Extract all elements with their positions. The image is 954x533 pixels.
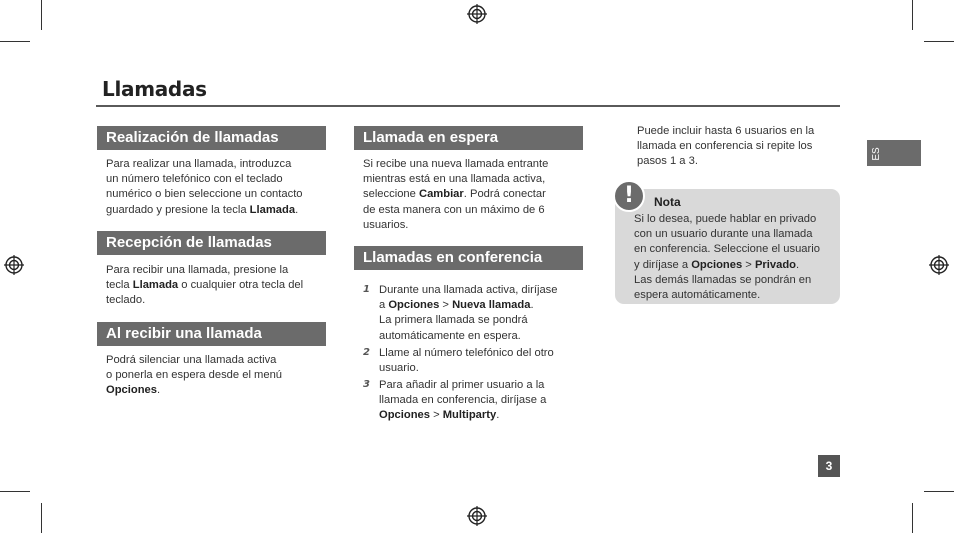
exclamation-icon: !: [613, 180, 645, 212]
text-line: [106, 278, 331, 293]
text-run: >: [439, 299, 453, 312]
key-name-llamada: Llamada: [249, 203, 296, 216]
text-line: pasos 1 a 3.: [637, 155, 698, 168]
text-line: [379, 298, 594, 313]
registration-mark-right-icon: [929, 255, 949, 275]
text-line: [379, 408, 594, 423]
note-body: [634, 212, 838, 303]
text-line: de esta manera con un máximo de 6: [363, 203, 545, 216]
text-line: mientras está en una llamada activa,: [363, 173, 546, 186]
text-line: Las demás llamadas se pondrán en: [634, 273, 812, 286]
text-line: [106, 203, 331, 218]
text-line: [634, 258, 838, 273]
note-title: Nota: [654, 195, 681, 209]
option-name-multiparty: Multiparty: [442, 409, 497, 422]
section-body-recepcion: [106, 263, 331, 309]
option-name-nueva-llamada: Nueva llamada: [452, 299, 531, 312]
text-run: guardado y presione la tecla: [106, 203, 250, 216]
menu-name-opciones: Opciones: [691, 258, 743, 271]
text-line: llamada en conferencia si repite los: [637, 140, 813, 153]
conference-intro: [637, 124, 847, 170]
section-heading-llamada-en-espera: Llamada en espera: [354, 126, 583, 150]
text-run: .: [295, 203, 299, 216]
section-heading-realizacion: Realización de llamadas: [97, 126, 326, 150]
text-run: .: [796, 258, 800, 271]
section-heading-al-recibir: Al recibir una llamada: [97, 322, 326, 346]
section-heading-llamadas-en-conferencia: Llamadas en conferencia: [354, 246, 583, 270]
option-name-privado: Privado: [754, 258, 796, 271]
text-run: o cualquier otra tecla del: [178, 279, 304, 292]
text-line: Puede incluir hasta 6 usuarios en la: [637, 125, 815, 137]
text-line: numérico o bien seleccione un contacto: [106, 188, 303, 201]
text-line: Para recibir una llamada, presione la: [106, 264, 289, 276]
text-run: . Podrá conectar: [463, 188, 546, 201]
title-divider: [96, 105, 840, 107]
text-line: o ponerla en espera desde el menú: [106, 369, 283, 382]
text-line: Llame al número telefónico del otro: [379, 347, 554, 359]
text-run: a: [379, 299, 389, 312]
text-run: >: [429, 409, 443, 422]
text-run: .: [530, 299, 534, 312]
text-line: espera automáticamente.: [634, 289, 761, 302]
crop-mark-bl-v: [41, 503, 42, 533]
text-run: seleccione: [363, 188, 419, 201]
menu-name-opciones: Opciones: [379, 409, 430, 422]
step-number: 2: [363, 347, 370, 358]
text-run: .: [496, 409, 500, 422]
text-line: [363, 187, 588, 202]
text-line: La primera llamada se pondrá: [379, 314, 528, 327]
crop-mark-bl-h: [0, 491, 30, 492]
section-body-realizacion: [106, 157, 331, 218]
text-line: un número telefónico con el teclado: [106, 173, 283, 186]
step-number: 3: [363, 379, 370, 390]
text-run: y diríjase a: [634, 258, 692, 271]
menu-name-opciones: Opciones: [106, 384, 157, 397]
crop-mark-tl-h: [0, 41, 30, 42]
step-text: [379, 283, 594, 344]
text-line: [106, 383, 331, 398]
text-line: teclado.: [106, 294, 146, 307]
section-heading-recepcion: Recepción de llamadas: [97, 231, 326, 255]
language-tab-label: ES: [871, 147, 882, 161]
text-run: .: [156, 384, 161, 397]
text-line: Para añadir al primer usuario a la: [379, 379, 545, 391]
text-run: >: [742, 258, 755, 271]
section-body-al-recibir: [106, 353, 331, 399]
text-line: Para realizar una llamada, introduzca: [106, 158, 292, 170]
crop-mark-tl-v: [41, 0, 42, 30]
menu-name-opciones: Opciones: [388, 299, 440, 312]
text-line: automáticamente en espera.: [379, 329, 521, 342]
step-text: [379, 346, 594, 376]
page-number: 3: [818, 455, 840, 477]
text-run: tecla: [106, 279, 133, 292]
text-line: llamada en conferencia, diríjase a: [379, 394, 547, 407]
registration-mark-bottom-icon: [467, 506, 487, 526]
text-line: Si lo desea, puede hablar en privado: [634, 213, 817, 225]
step-text: [379, 378, 594, 424]
registration-mark-left-icon: [4, 255, 24, 275]
text-line: usuario.: [379, 362, 419, 375]
registration-mark-top-icon: [467, 4, 487, 24]
text-line: con un usuario durante una llamada: [634, 228, 813, 241]
text-line: en conferencia. Seleccione el usuario: [634, 243, 820, 256]
key-name-llamada: Llamada: [132, 279, 179, 292]
text-line: usuarios.: [363, 218, 409, 231]
text-line: Durante una llamada activa, diríjase: [379, 284, 558, 296]
section-body-llamada-en-espera: [363, 157, 588, 233]
text-line: Podrá silenciar una llamada activa: [106, 354, 277, 366]
crop-mark-br-v: [912, 503, 913, 533]
option-name-cambiar: Cambiar: [418, 188, 464, 201]
crop-mark-tr-h: [924, 41, 954, 42]
step-number: 1: [363, 284, 370, 295]
crop-mark-br-h: [924, 491, 954, 492]
crop-mark-tr-v: [912, 0, 913, 30]
text-line: Si recibe una nueva llamada entrante: [363, 158, 549, 170]
page-title: Llamadas: [102, 77, 207, 101]
